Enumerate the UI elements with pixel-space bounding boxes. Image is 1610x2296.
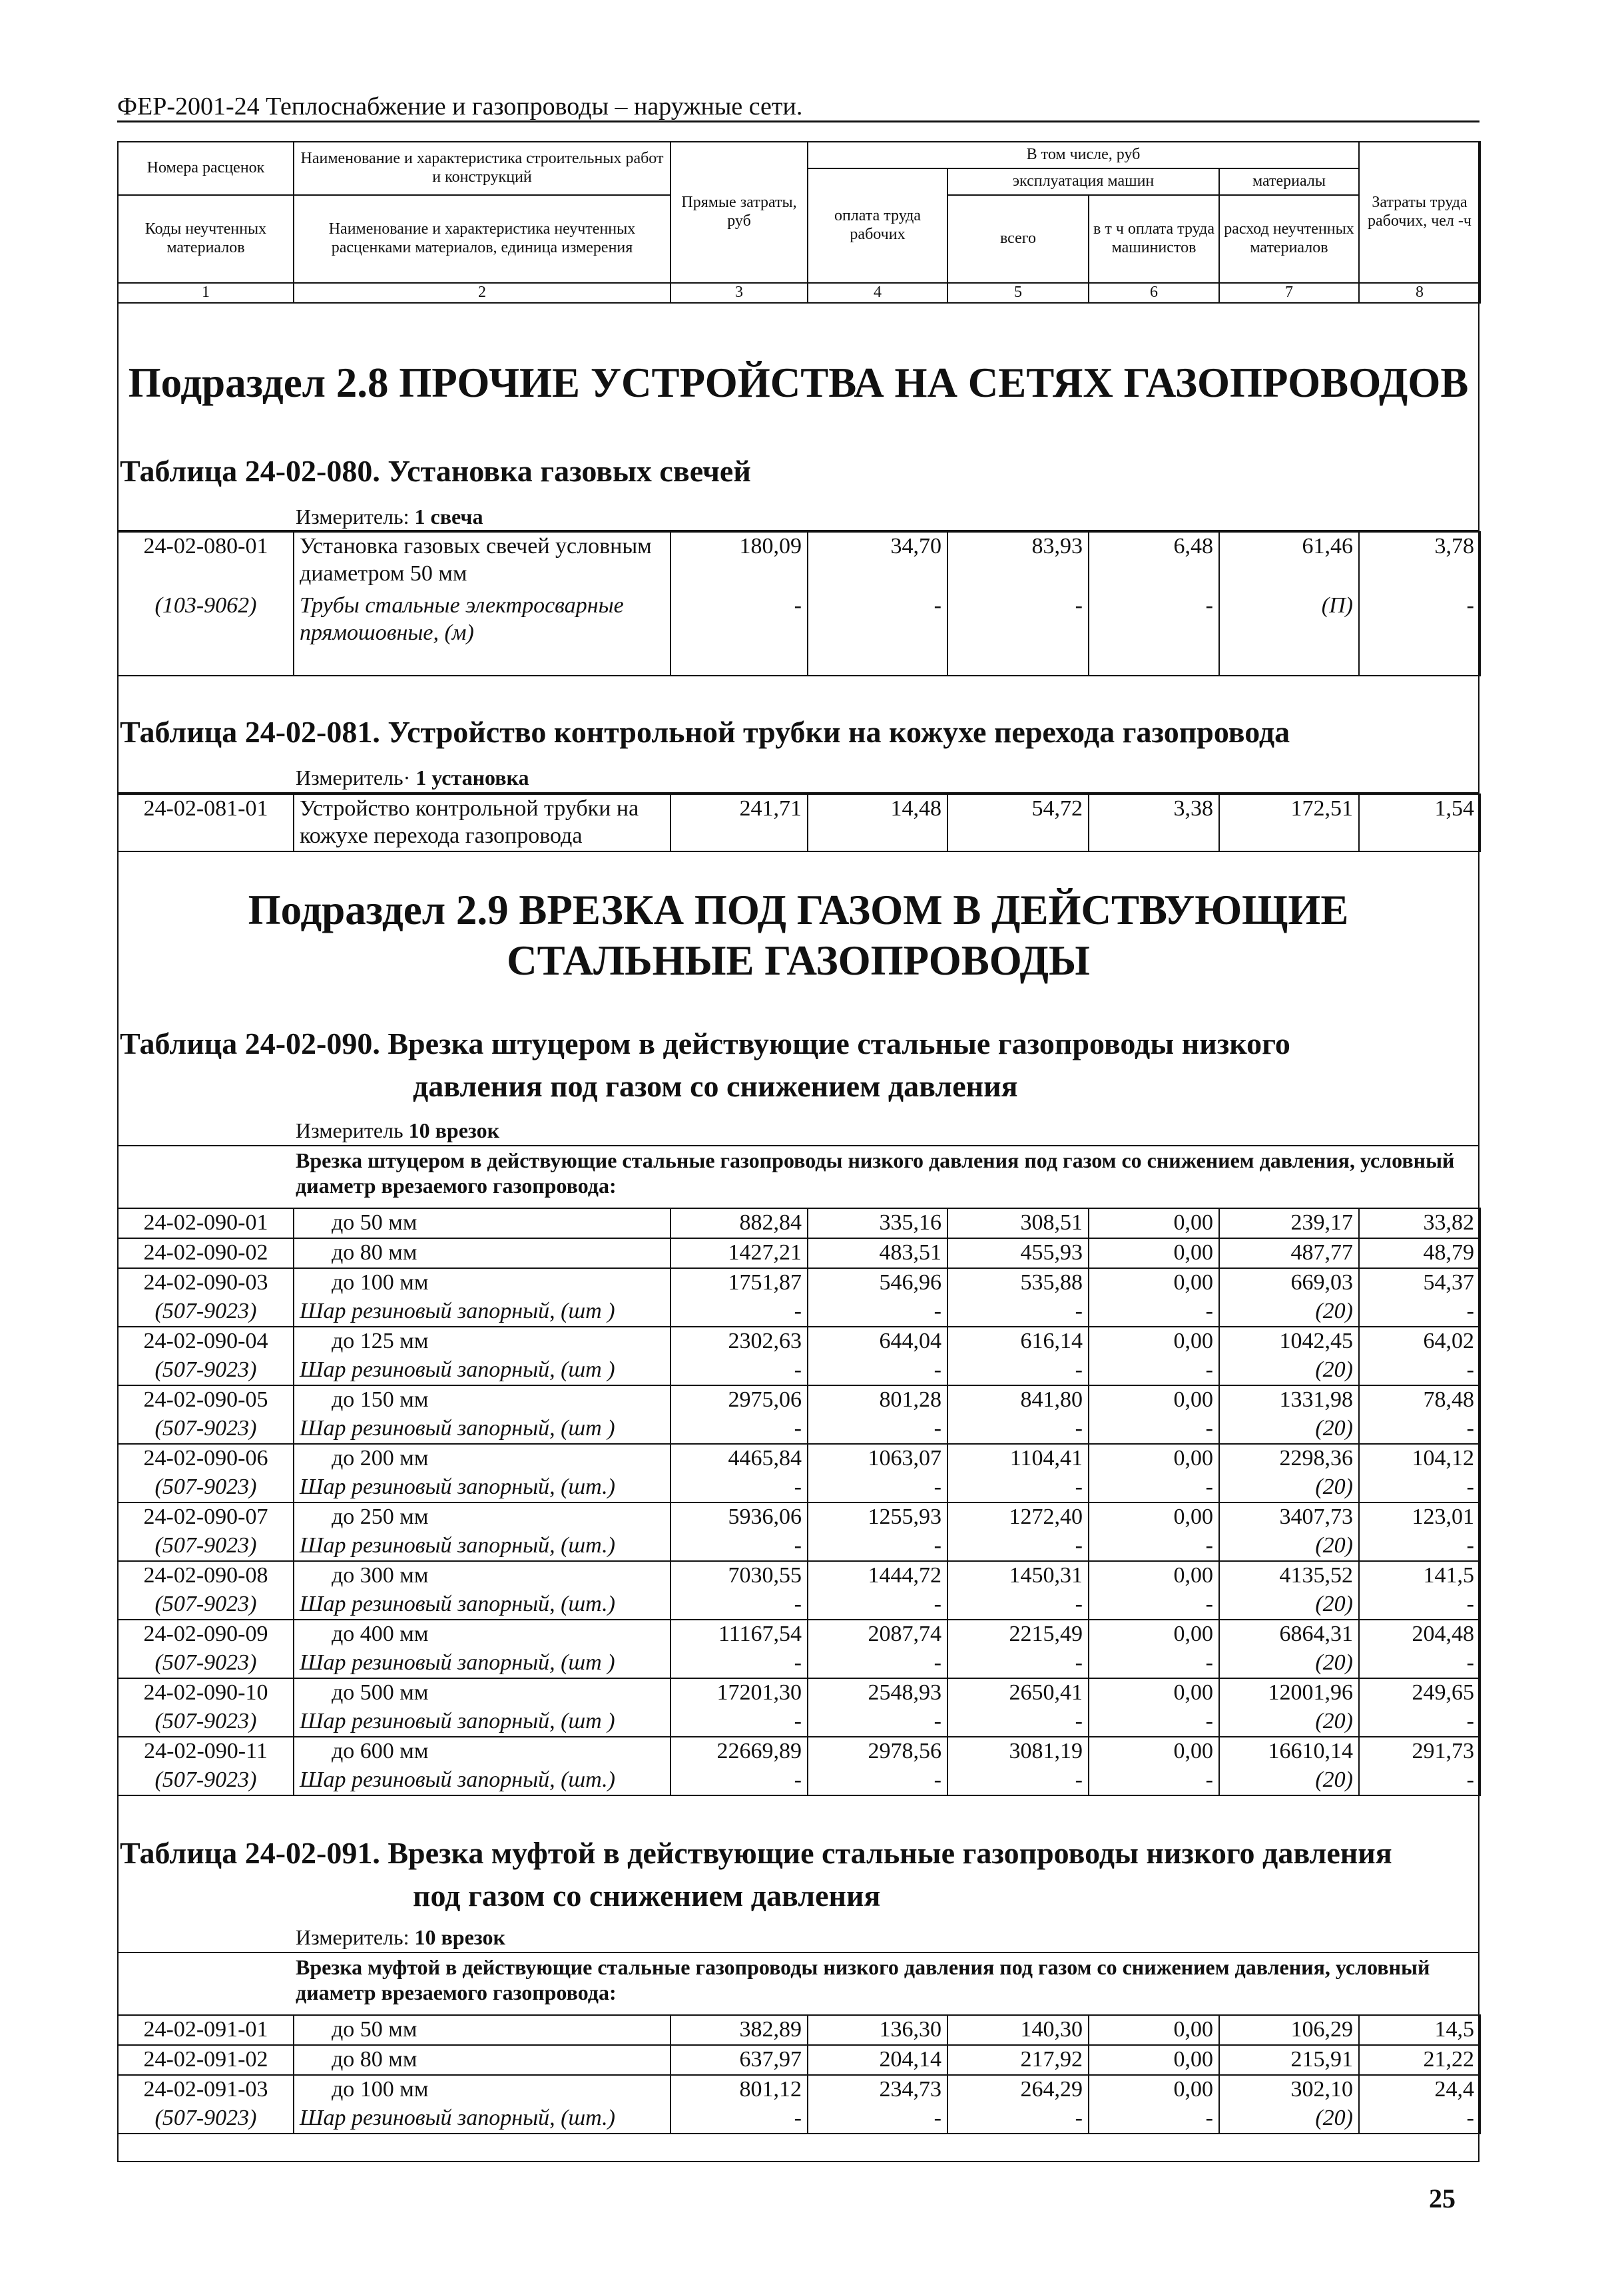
table-row [118,2015,1480,2045]
row-value: 487,77 [1219,1238,1359,1268]
row-name: до 80 мм [294,2045,671,2075]
row-code: 24-02-090-08 [118,1561,294,1590]
row-value: 3081,19 [947,1737,1089,1766]
row-value: - [671,2104,808,2134]
row-value: - [1089,1356,1219,1385]
row-name: до 400 мм [294,1620,671,1649]
table-row [118,1238,1480,1268]
row-name: до 100 мм [294,2075,671,2104]
row-value: (20) [1219,1649,1359,1678]
table-row: (103-9062) Трубы стальные электросварные прямошовные, (м) - - - - (П) - [118,592,1480,676]
row-value: 17201,30 [671,1678,808,1708]
row-value: 204,14 [808,2045,947,2075]
table-row [118,1415,1480,1444]
table-title-24-02-091: Таблица 24-02-091. Врезка муфтой в действующие стальные газопроводы низкого давления под газом со снижением давления [120,1836,1392,1913]
row-value: 1042,45 [1219,1327,1359,1356]
row-value: 0,00 [1089,2075,1219,2104]
row-name: Шар резиновый запорный, (шт ) [294,1708,671,1737]
table-row [118,1356,1480,1385]
row-name: до 300 мм [294,1561,671,1590]
row-value: 0,00 [1089,1620,1219,1649]
table-row [118,1649,1480,1678]
row-code: 24-02-091-03 [118,2075,294,2104]
row-value: - [1359,1590,1480,1620]
row-value: 215,91 [1219,2045,1359,2075]
row-value: 669,03 [1219,1268,1359,1297]
row-value: 0,00 [1089,2045,1219,2075]
table-row [118,1502,1480,1532]
row-value: - [947,1590,1089,1620]
table-row: 24-02-081-01 Устройство контрольной трубки на кожухе перехода газопровода 241,71 14,48 54,72 3,38 172,51 1,54 [118,794,1480,851]
row-code: 24-02-090-02 [118,1238,294,1268]
row-code: 24-02-091-02 [118,2045,294,2075]
row-value: 546,96 [808,1268,947,1297]
row-value: 249,65 [1359,1678,1480,1708]
table-row [118,1766,1480,1795]
row-value: - [808,1356,947,1385]
colhead-materials: материалы [1219,168,1359,195]
table-row [118,2075,1480,2104]
row-value: 291,73 [1359,1737,1480,1766]
row-value: - [947,1473,1089,1502]
row-value: 455,93 [947,1238,1089,1268]
row-value: (20) [1219,1708,1359,1737]
row-value: 2650,41 [947,1678,1089,1708]
row-value: 11167,54 [671,1620,808,1649]
row-value: 204,48 [1359,1620,1480,1649]
row-name: Шар резиновый запорный, (шт.) [294,1532,671,1561]
row-value: 1063,07 [808,1444,947,1473]
row-value: 637,97 [671,2045,808,2075]
row-value: 1450,31 [947,1561,1089,1590]
row-value: 1331,98 [1219,1385,1359,1415]
row-value: 2975,06 [671,1385,808,1415]
row-value: 2087,74 [808,1620,947,1649]
row-value: 48,79 [1359,1238,1480,1268]
table-row [118,1737,1480,1766]
row-code: (507-9023) [118,1649,294,1678]
row-code: (507-9023) [118,1473,294,1502]
table-row [118,1444,1480,1473]
row-value: - [1359,1766,1480,1795]
row-name: до 150 мм [294,1385,671,1415]
colhead-including: В том числе, руб [808,142,1359,168]
table-row [118,1473,1480,1502]
row-value: 21,22 [1359,2045,1480,2075]
row-value: 1427,21 [671,1238,808,1268]
table-row [118,1708,1480,1737]
row-name: до 50 мм [294,2015,671,2045]
row-value: 2548,93 [808,1678,947,1708]
row-value: - [808,1415,947,1444]
row-value: 2978,56 [808,1737,947,1766]
row-name: до 80 мм [294,1238,671,1268]
row-value: - [808,1473,947,1502]
measure-24-02-090: Измеритель 10 врезок [296,1118,500,1142]
row-value: 1751,87 [671,1268,808,1297]
table-description-24-02-091: Врезка муфтой в действующие стальные газопроводы низкого давления под газом со снижением давления, условный диаметр врезаемого газопровода: [296,1955,1430,2004]
row-code: (507-9023) [118,2104,294,2134]
table-title-24-02-090: Таблица 24-02-090. Врезка штуцером в действующие стальные газопроводы низкого давления под газом со снижением давления [120,1027,1290,1103]
row-value: 106,29 [1219,2015,1359,2045]
row-value: - [671,1356,808,1385]
row-value: 104,12 [1359,1444,1480,1473]
table-row [118,1297,1480,1327]
row-value: (20) [1219,1590,1359,1620]
measure-rule [117,1952,1479,1953]
row-value: 4135,52 [1219,1561,1359,1590]
colhead-wages: оплата труда рабочих [808,168,947,283]
colhead-codes-bottom: Коды неучтенных материалов [118,195,294,283]
row-value: - [947,2104,1089,2134]
row-name: Шар резиновый запорный, (шт.) [294,2104,671,2134]
row-value: 2302,63 [671,1327,808,1356]
header-rule [117,120,1479,122]
row-value: (20) [1219,1415,1359,1444]
row-code: (507-9023) [118,1297,294,1327]
row-value: 801,12 [671,2075,808,2104]
table-row [118,1327,1480,1356]
data-table-24-02-090 [117,1208,1481,1796]
table-title-24-02-080: Таблица 24-02-080. Установка газовых свечей [120,454,751,488]
row-value: 234,73 [808,2075,947,2104]
row-value: 0,00 [1089,1561,1219,1590]
colhead-direct-costs: Прямые затраты, руб [671,142,808,283]
row-code: 24-02-090-05 [118,1385,294,1415]
row-name: Шар резиновый запорный, (шт ) [294,1415,671,1444]
row-value: 217,92 [947,2045,1089,2075]
row-value: - [671,1415,808,1444]
colhead-machines: эксплуатация машин [947,168,1219,195]
row-name: до 100 мм [294,1268,671,1297]
row-value: 882,84 [671,1208,808,1238]
row-value: - [1089,1766,1219,1795]
measure-24-02-080: Измеритель: 1 свеча [296,505,483,529]
row-value: - [671,1297,808,1327]
table-row [118,1532,1480,1561]
row-value: 239,17 [1219,1208,1359,1238]
row-value: - [1089,1297,1219,1327]
section-heading-2-8: Подраздел 2.8 ПРОЧИЕ УСТРОЙСТВА НА СЕТЯХ ГАЗОПРОВОДОВ [128,359,1469,406]
table-row: 24-02-080-01 Установка газовых свечей условным диаметром 50 мм 180,09 34,70 83,93 6,48 61,46 3,78 [118,532,1480,592]
row-value: - [1359,1297,1480,1327]
row-name: Шар резиновый запорный, (шт ) [294,1649,671,1678]
row-value: (20) [1219,1356,1359,1385]
row-value: - [1089,1590,1219,1620]
page-header: ФЕР-2001-24 Теплоснабжение и газопроводы – наружные сети. [117,93,803,120]
row-value: - [947,1766,1089,1795]
row-value: 0,00 [1089,1327,1219,1356]
row-name: до 500 мм [294,1678,671,1708]
row-value: 801,28 [808,1385,947,1415]
row-name: до 200 мм [294,1444,671,1473]
data-table-24-02-091 [117,2014,1481,2134]
row-value: 302,10 [1219,2075,1359,2104]
row-value: (20) [1219,1766,1359,1795]
colhead-labor: Затраты труда рабочих, чел -ч [1359,142,1480,283]
row-value: 0,00 [1089,1208,1219,1238]
row-value: - [1359,1356,1480,1385]
row-value: 136,30 [808,2015,947,2045]
row-value: 2298,36 [1219,1444,1359,1473]
row-value: - [1359,1415,1480,1444]
row-value: 5936,06 [671,1502,808,1532]
row-code: 24-02-090-11 [118,1737,294,1766]
measure-24-02-091: Измеритель: 10 врезок [296,1925,505,1949]
row-value: - [1089,1532,1219,1561]
data-table-24-02-081 [117,794,1481,852]
row-value: 335,16 [808,1208,947,1238]
row-value: - [671,1649,808,1678]
row-value: (20) [1219,1532,1359,1561]
row-value: - [1089,1649,1219,1678]
row-value: 0,00 [1089,1268,1219,1297]
row-value: 4465,84 [671,1444,808,1473]
row-value: - [808,2104,947,2134]
row-value: 264,29 [947,2075,1089,2104]
row-name: до 250 мм [294,1502,671,1532]
row-value: - [947,1649,1089,1678]
row-value: - [1089,1708,1219,1737]
row-code: 24-02-091-01 [118,2015,294,2045]
row-value: 0,00 [1089,1385,1219,1415]
colhead-operators-wages: в т ч оплата труда машинистов [1089,195,1219,283]
table-row [118,2104,1480,2134]
row-value: 616,14 [947,1327,1089,1356]
row-code: 24-02-090-10 [118,1678,294,1708]
row-code: 24-02-090-03 [118,1268,294,1297]
row-value: - [671,1532,808,1561]
row-value: 2215,49 [947,1620,1089,1649]
row-value: 24,4 [1359,2075,1480,2104]
row-value: 123,01 [1359,1502,1480,1532]
table-description-24-02-090: Врезка штуцером в действующие стальные газопроводы низкого давления под газом со снижением давления, условный диаметр врезаемого газопровода: [296,1148,1455,1198]
row-value: 16610,14 [1219,1737,1359,1766]
row-value: 382,89 [671,2015,808,2045]
row-value: - [947,1356,1089,1385]
row-value: - [808,1532,947,1561]
row-value: 14,5 [1359,2015,1480,2045]
row-value: - [1089,1473,1219,1502]
row-value: 1444,72 [808,1561,947,1590]
row-value: - [947,1708,1089,1737]
row-value: 0,00 [1089,1502,1219,1532]
row-value: 12001,96 [1219,1678,1359,1708]
page-number: 25 [1429,2183,1456,2213]
row-code: (507-9023) [118,1590,294,1620]
row-code: (507-9023) [118,1766,294,1795]
row-value: - [947,1415,1089,1444]
row-name: до 50 мм [294,1208,671,1238]
colhead-name-top: Наименование и характеристика строительных работ и конструкций [294,142,671,195]
row-value: 141,5 [1359,1561,1480,1590]
row-code: 24-02-090-04 [118,1327,294,1356]
colhead-machines-total: всего [947,195,1089,283]
row-name: Шар резиновый запорный, (шт ) [294,1297,671,1327]
row-code: (507-9023) [118,1356,294,1385]
row-value: 0,00 [1089,2015,1219,2045]
row-code: 24-02-090-06 [118,1444,294,1473]
table-row [118,2045,1480,2075]
row-value: - [1359,1473,1480,1502]
row-value: (20) [1219,1297,1359,1327]
column-numbers-row: 1 2 3 4 5 6 7 8 [118,283,1480,303]
row-value: - [671,1590,808,1620]
row-value: - [671,1766,808,1795]
row-value: 3407,73 [1219,1502,1359,1532]
measure-rule [117,1145,1479,1146]
row-value: 483,51 [808,1238,947,1268]
row-value: - [1359,1532,1480,1561]
row-value: - [1089,1415,1219,1444]
colhead-codes-top: Номера расценок [118,142,294,195]
row-code: (507-9023) [118,1532,294,1561]
table-row [118,1208,1480,1238]
row-value: - [671,1473,808,1502]
row-value: 78,48 [1359,1385,1480,1415]
row-value: 33,82 [1359,1208,1480,1238]
table-row [118,1590,1480,1620]
row-value: 308,51 [947,1208,1089,1238]
row-code: (507-9023) [118,1415,294,1444]
row-name: Шар резиновый запорный, (шт.) [294,1766,671,1795]
row-value: 0,00 [1089,1444,1219,1473]
row-value: 1272,40 [947,1502,1089,1532]
column-header-table [117,141,1481,304]
row-value: 22669,89 [671,1737,808,1766]
row-code: (507-9023) [118,1708,294,1737]
table-row [118,1385,1480,1415]
row-name: до 125 мм [294,1327,671,1356]
table-row [118,1678,1480,1708]
row-value: 7030,55 [671,1561,808,1590]
table-title-24-02-081: Таблица 24-02-081. Устройство контрольной трубки на кожухе перехода газопровода [120,715,1290,749]
row-value: 140,30 [947,2015,1089,2045]
row-name: Шар резиновый запорный, (шт ) [294,1356,671,1385]
row-value: - [1359,2104,1480,2134]
row-value: - [808,1766,947,1795]
row-value: - [947,1532,1089,1561]
colhead-name-bottom: Наименование и характеристика неучтенных расценками материалов, единица измерения [294,195,671,283]
row-value: 535,88 [947,1268,1089,1297]
row-code: 24-02-090-01 [118,1208,294,1238]
row-value: - [671,1708,808,1737]
measure-24-02-081: Измеритель· 1 установка [296,766,529,790]
row-value: 6864,31 [1219,1620,1359,1649]
row-value: (20) [1219,2104,1359,2134]
row-value: - [808,1590,947,1620]
row-value: - [1089,2104,1219,2134]
row-value: - [1359,1708,1480,1737]
table-row [118,1561,1480,1590]
row-value: 54,37 [1359,1268,1480,1297]
row-code: 24-02-090-09 [118,1620,294,1649]
row-name: Шар резиновый запорный, (шт.) [294,1590,671,1620]
row-code: 24-02-090-07 [118,1502,294,1532]
row-value: 0,00 [1089,1737,1219,1766]
row-value: - [808,1297,947,1327]
colhead-materials-usage: расход неучтенных материалов [1219,195,1359,283]
row-value: 1104,41 [947,1444,1089,1473]
row-value: - [808,1649,947,1678]
row-value: 841,80 [947,1385,1089,1415]
row-name: Шар резиновый запорный, (шт.) [294,1473,671,1502]
row-value: - [808,1708,947,1737]
row-value: 64,02 [1359,1327,1480,1356]
row-value: 1255,93 [808,1502,947,1532]
data-table-24-02-080 [117,531,1481,676]
row-name: до 600 мм [294,1737,671,1766]
row-value: - [1359,1649,1480,1678]
row-value: - [947,1297,1089,1327]
row-value: 0,00 [1089,1238,1219,1268]
row-value: 0,00 [1089,1678,1219,1708]
section-heading-2-9: Подраздел 2.9 ВРЕЗКА ПОД ГАЗОМ В ДЕЙСТВУЮЩИЕ СТАЛЬНЫЕ ГАЗОПРОВОДЫ [248,887,1349,984]
row-value: (20) [1219,1473,1359,1502]
row-value: 644,04 [808,1327,947,1356]
table-row [118,1268,1480,1297]
table-row [118,1620,1480,1649]
